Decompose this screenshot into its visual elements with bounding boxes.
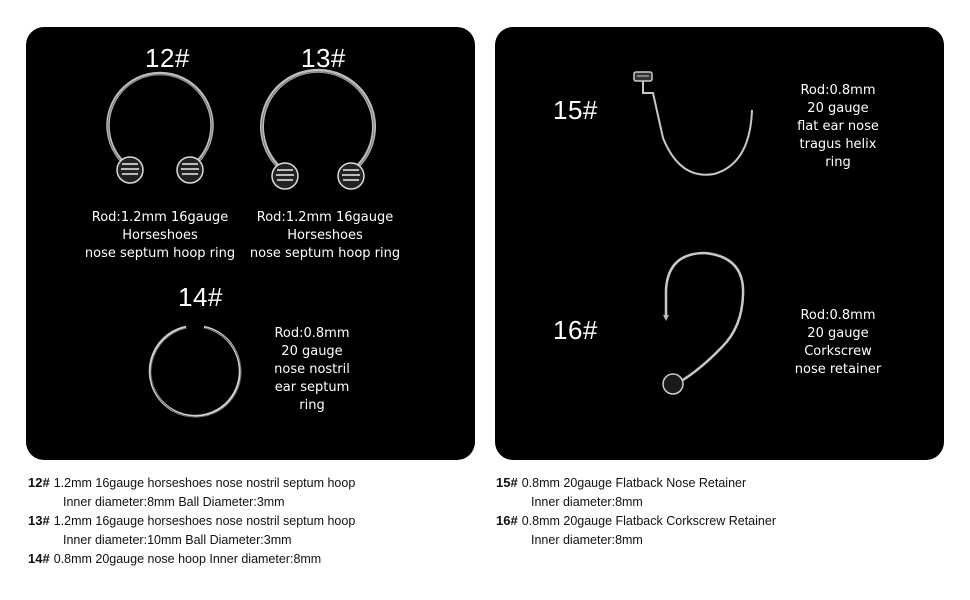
caption-12	[28, 473, 355, 512]
item-13-number: 13#	[301, 43, 346, 73]
desc-line: Rod:0.8mm	[800, 308, 876, 323]
desc-line: Horseshoes	[122, 228, 198, 243]
desc-line: flat ear nose	[797, 119, 879, 134]
nose-hoop-ring-14-image	[144, 318, 244, 428]
horseshoe-ring-12-image	[100, 80, 230, 190]
item-16-number: 16#	[553, 315, 598, 345]
caption-number: 15#	[496, 475, 518, 490]
desc-line: tragus helix	[799, 137, 877, 152]
horseshoe-ring-13-image	[255, 72, 385, 197]
caption-14	[28, 549, 321, 569]
desc-line: ear septum	[274, 380, 350, 395]
item-16-description	[788, 307, 888, 379]
desc-line: 20 gauge	[281, 344, 343, 359]
caption-15	[496, 473, 746, 512]
item-14-number: 14#	[178, 282, 223, 312]
item-14-description	[262, 325, 362, 415]
caption-16	[496, 511, 776, 550]
nose-retainer-15-image	[628, 68, 768, 183]
desc-line: nose nostril	[274, 362, 350, 377]
caption-line: Inner diameter:8mm	[531, 533, 643, 547]
caption-number: 12#	[28, 475, 50, 490]
desc-line: nose septum hoop ring	[249, 246, 401, 261]
caption-number: 14#	[28, 551, 50, 566]
desc-line: Rod:0.8mm	[800, 83, 876, 98]
desc-line: Rod:1.2mm 16gauge	[256, 210, 394, 225]
caption-line: 0.8mm 20gauge Flatback Nose Retainer	[521, 476, 747, 490]
item-13-description	[245, 209, 405, 263]
caption-13	[28, 511, 355, 550]
desc-line: nose retainer	[794, 362, 882, 377]
item-12-description	[80, 209, 240, 263]
item-15-description	[788, 82, 888, 172]
desc-line: 20 gauge	[807, 101, 869, 116]
desc-line: Rod:0.8mm	[274, 326, 350, 341]
caption-line: 0.8mm 20gauge nose hoop Inner diameter:8mm	[53, 552, 322, 566]
item-12-number: 12#	[145, 43, 190, 73]
caption-line: Inner diameter:8mm	[531, 495, 643, 509]
corkscrew-retainer-16-image	[650, 245, 760, 405]
caption-line: 1.2mm 16gauge horseshoes nose nostril septum hoop	[53, 476, 356, 490]
desc-line: Corkscrew	[804, 344, 872, 359]
caption-line: 0.8mm 20gauge Flatback Corkscrew Retainer	[521, 514, 776, 528]
desc-line: ring	[825, 155, 851, 170]
desc-line: Horseshoes	[287, 228, 363, 243]
desc-line: nose septum hoop ring	[84, 246, 236, 261]
item-15-number: 15#	[553, 95, 598, 125]
desc-line: ring	[299, 398, 325, 413]
caption-number: 13#	[28, 513, 50, 528]
caption-number: 16#	[496, 513, 518, 528]
caption-line: 1.2mm 16gauge horseshoes nose nostril septum hoop	[53, 514, 356, 528]
caption-line: Inner diameter:8mm Ball Diameter:3mm	[63, 495, 285, 509]
desc-line: Rod:1.2mm 16gauge	[91, 210, 229, 225]
desc-line: 20 gauge	[807, 326, 869, 341]
caption-line: Inner diameter:10mm Ball Diameter:3mm	[63, 533, 292, 547]
